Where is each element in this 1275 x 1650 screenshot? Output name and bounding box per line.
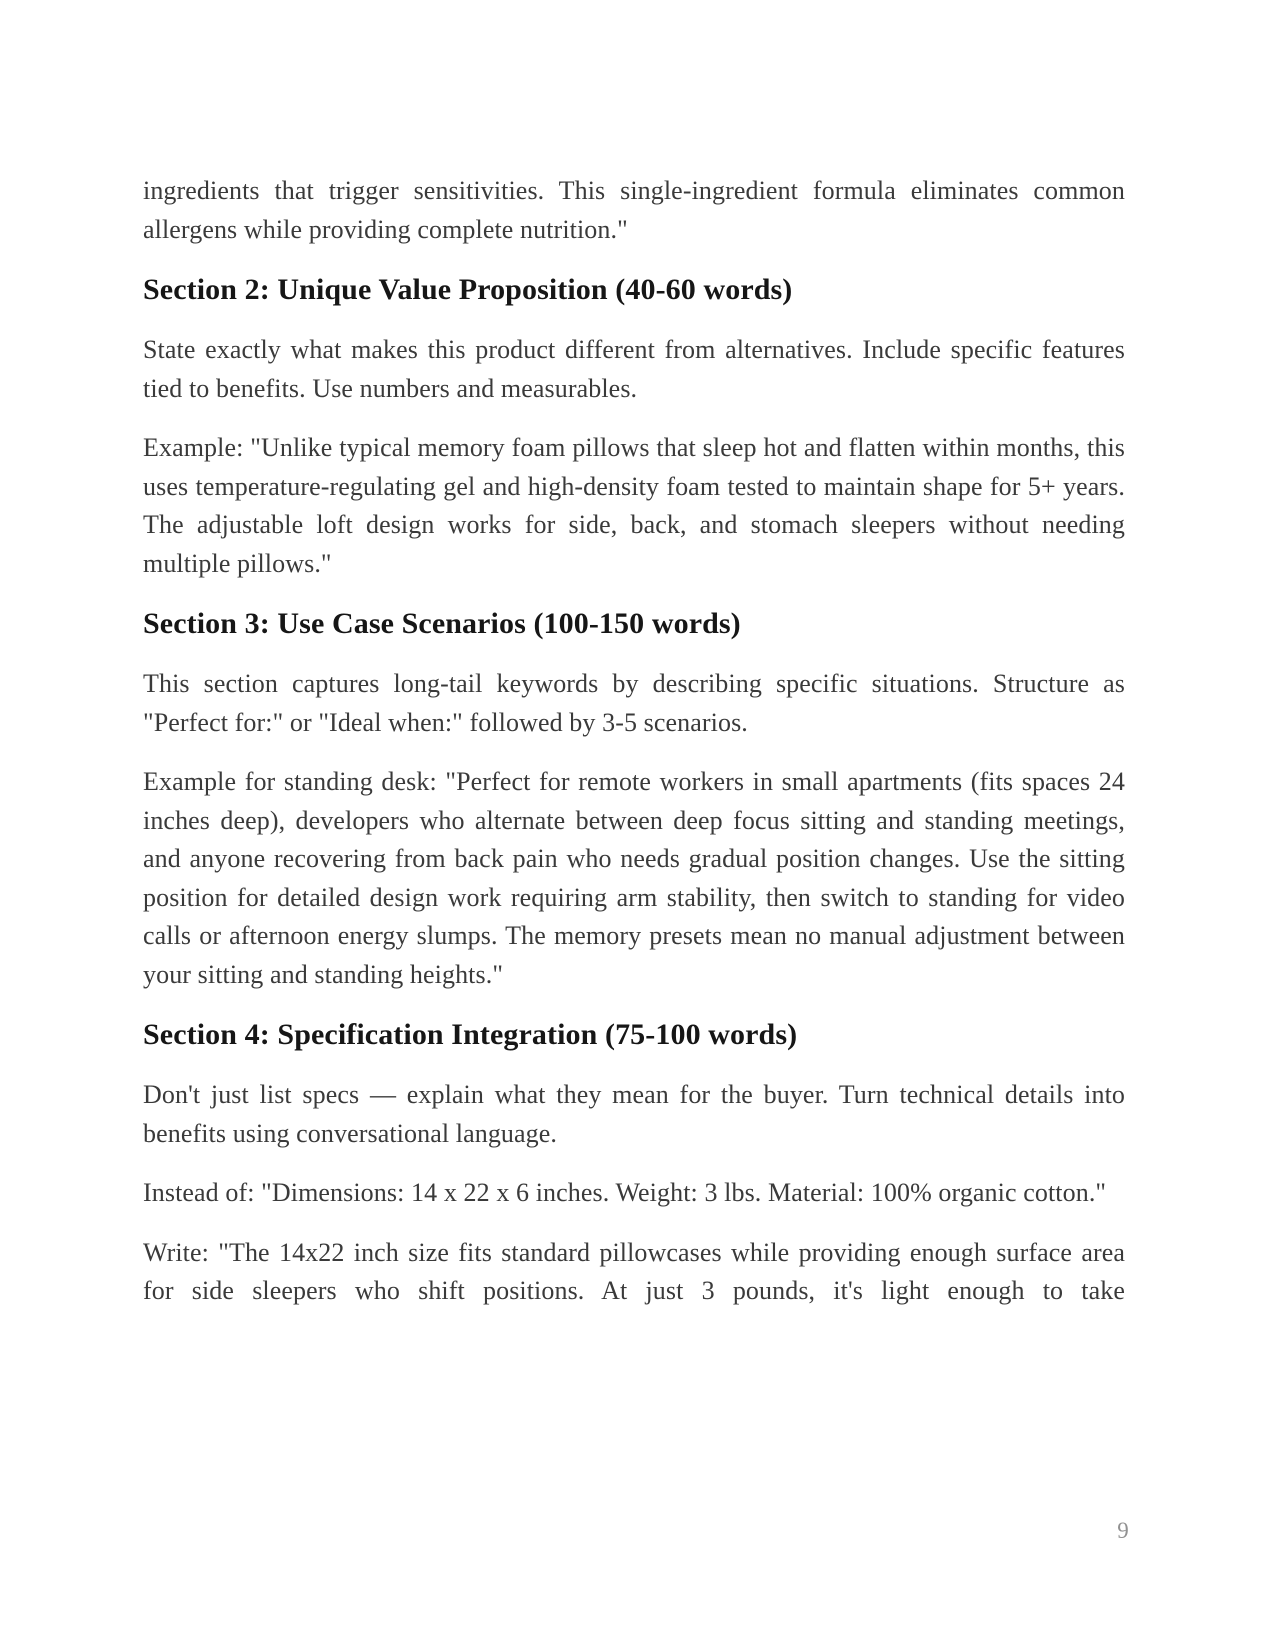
paragraph-section-3-example: Example for standing desk: "Perfect for remote workers in small apartments (fits spaces 24 inches deep), developers who alternate between deep focus sitting and standing meetings, and anyone recovering from back pain who needs gradual position changes. Use the sitting position for detailed design work requiring arm stability, then switch to standing for video calls or afternoon energy slumps. The memory presets mean no manual adjustment between your sitting and standing heights." bbox=[143, 767, 1125, 989]
heading-section-3: Section 3: Use Case Scenarios (100-150 words) bbox=[143, 607, 741, 640]
paragraph-section-2-example: Example: "Unlike typical memory foam pillows that sleep hot and flatten within months, this uses temperature-regulating gel and high-density foam tested to maintain shape for 5+ years. The adjustable loft design works for side, back, and stomach sleepers without needing multiple pillows." bbox=[143, 433, 1125, 578]
heading-section-2: Section 2: Unique Value Proposition (40-60 words) bbox=[143, 273, 793, 306]
page-content bbox=[143, 172, 1125, 1332]
page-number: 9 bbox=[1117, 1518, 1129, 1543]
paragraph-section-4-intro: Don't just list specs — explain what they mean for the buyer. Turn technical details into benefits using conversational language. bbox=[143, 1080, 1125, 1148]
paragraph-section-4-instead-of: Instead of: "Dimensions: 14 x 22 x 6 inches. Weight: 3 lbs. Material: 100% organic cotton." bbox=[143, 1178, 1107, 1207]
heading-section-4: Section 4: Specification Integration (75-100 words) bbox=[143, 1018, 798, 1051]
paragraph-section-4-write-continued: Write: "The 14x22 inch size fits standard pillowcases while providing enough surface area for side sleepers who shift positions. At just 3 pounds, it's light enough to take bbox=[143, 1237, 1125, 1305]
paragraph-section-3-intro: This section captures long-tail keywords by describing specific situations. Structure as "Perfect for:" or "Ideal when:" followed by 3-5 scenarios. bbox=[143, 669, 1125, 737]
paragraph-continuation-from-previous-page: ingredients that trigger sensitivities. This single-ingredient formula eliminates common allergens while providing complete nutrition." bbox=[143, 176, 1125, 244]
paragraph-section-2-intro: State exactly what makes this product different from alternatives. Include specific features tied to benefits. Use numbers and measurables. bbox=[143, 335, 1125, 403]
